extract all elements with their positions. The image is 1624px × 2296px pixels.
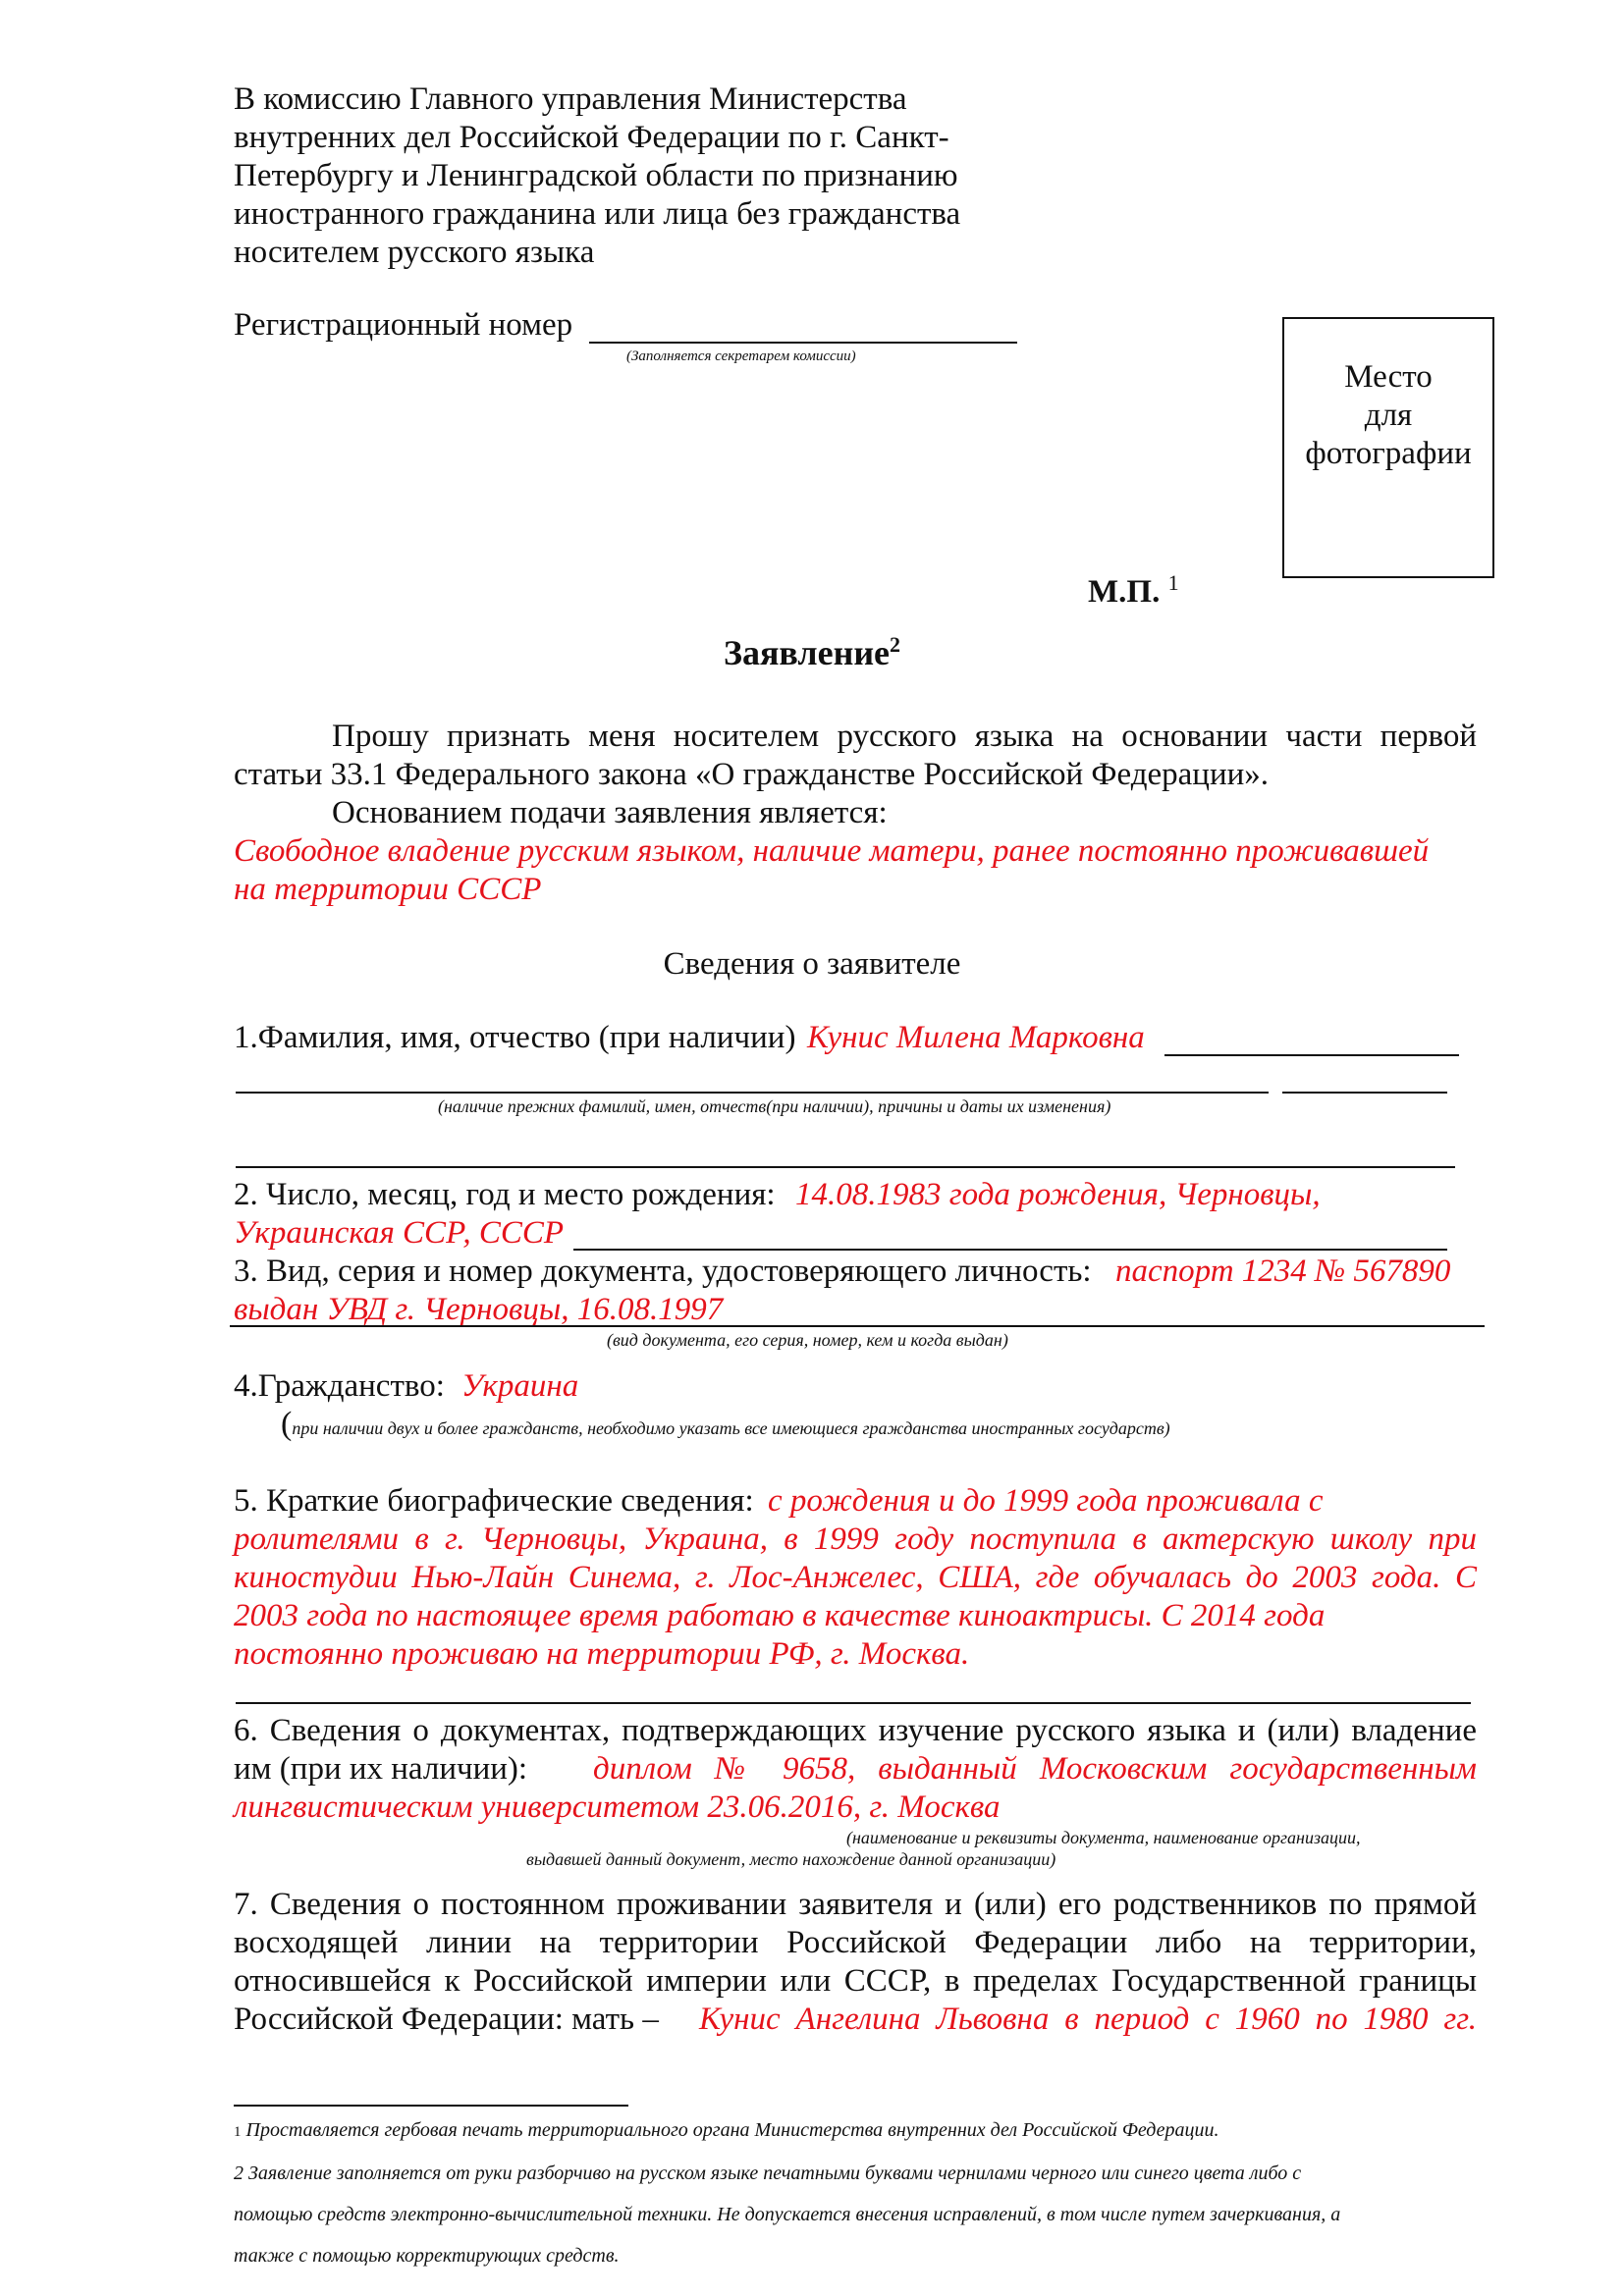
field-5-value[interactable]: постоянно проживаю на территории РФ, г. Москва. (234, 1636, 970, 1672)
field-6-value-cont[interactable]: лингвистическим университетом 23.06.2016, г. Москва (234, 1789, 1001, 1825)
photo-placeholder (1282, 317, 1494, 578)
photo-label-line: Место (1344, 359, 1433, 395)
addressee-line: Петербургу и Ленинградской области по признанию (234, 158, 958, 193)
field-6-note: (наименование и реквизиты документа, наименование организации, (846, 1828, 1361, 1847)
section-title: Сведения о заявителе (663, 946, 961, 982)
page-title (0, 632, 1624, 673)
footnote-separator (234, 2105, 628, 2107)
field-3-note: (вид документа, его серия, номер, кем и когда выдан) (607, 1330, 1008, 1350)
field-7-text: восходящей линии на территории Российской Федерации либо на территории, (234, 1925, 1477, 1960)
field-4-value[interactable]: Украина (461, 1368, 579, 1404)
field-1-previous-names-line-extra[interactable] (1282, 1092, 1447, 1094)
field-3-value-cont[interactable]: выдан УВД г. Черновцы, 16.08.1997 (234, 1292, 724, 1327)
field-4-note-wrap (281, 1406, 1170, 1443)
field-1-value[interactable]: Кунис Милена Марковна (807, 1020, 1145, 1055)
field-5-underline (236, 1702, 1471, 1704)
basis-value: Свободное владение русским языком, наличие матери, ранее постоянно проживавшей (234, 833, 1430, 869)
intro-line: Прошу признать меня носителем русского языка на основании части первой (332, 719, 1477, 754)
field-2-value[interactable]: 14.08.1983 года рождения, Черновцы, (795, 1177, 1321, 1212)
addressee-line: В комиссию Главного управления Министерства (234, 81, 907, 117)
title-footnote-ref: 2 (890, 632, 901, 657)
field-7-value[interactable]: Кунис Ангелина Львовна в период с 1960 по 1980 гг. (699, 2002, 1477, 2037)
footnote-2: 2 Заявление заполняется от руки разборчиво на русском языке печатными буквами чернилами черного или синего цвета либо с (234, 2163, 1302, 2184)
field-2-value-cont[interactable]: Украинская ССР, СССР (234, 1215, 565, 1251)
field-7-text: 7. Сведения о постоянном проживании заявителя и (или) его родственников по прямой (234, 1887, 1477, 1922)
field-4-paren: ( (281, 1406, 293, 1442)
basis-label: Основанием подачи заявления является: (332, 795, 888, 830)
footnote-2-cont: также с помощью корректирующих средств. (234, 2245, 620, 2267)
stamp-footnote-ref: 1 (1167, 570, 1179, 595)
footnote-1-text: Проставляется гербовая печать территориального органа Министерства внутренних дел Российской Федерации. (245, 2119, 1219, 2141)
intro-line: статьи 33.1 Федерального закона «О гражданстве Российской Федерации». (234, 757, 1270, 792)
field-6-value[interactable]: диплом № 9658, выданный Московским государственным (593, 1751, 1477, 1787)
photo-label-line: для (1364, 398, 1413, 433)
field-7-label: Российской Федерации: мать – (234, 2002, 659, 2037)
stamp-label (1088, 563, 1179, 612)
field-3-underline (230, 1325, 1485, 1327)
basis-value: на территории СССР (234, 872, 542, 907)
field-1-note: (наличие прежних фамилий, имен, отчеств(при наличии), причины и даты их изменения) (438, 1096, 1111, 1116)
registration-label: Регистрационный номер (234, 307, 573, 343)
field-5-value[interactable]: киностудии Нью-Лайн Синема, г. Лос-Анжелес, США, где обучалась до 2003 года. С (234, 1560, 1477, 1595)
field-3-label: 3. Вид, серия и номер документа, удостоверяющего личность: (234, 1254, 1092, 1289)
field-5-value[interactable]: с рождения и до 1999 года проживала с (768, 1483, 1324, 1519)
stamp-text: М.П. (1088, 574, 1161, 610)
field-1-label: 1.Фамилия, имя, отчество (при наличии) (234, 1020, 796, 1055)
field-1-blank-line[interactable] (236, 1166, 1455, 1168)
field-4-label: 4.Гражданство: (234, 1368, 445, 1404)
field-6-label-cont: им (при их наличии): (234, 1751, 528, 1787)
field-1-underline (1164, 1054, 1459, 1056)
field-3-value[interactable]: паспорт 1234 № 567890 (1115, 1254, 1451, 1289)
field-2-underline (573, 1249, 1447, 1251)
footnote-1 (234, 2118, 1219, 2145)
registration-number-field[interactable] (589, 342, 1017, 344)
addressee-line: иностранного гражданина или лица без гражданства (234, 196, 961, 232)
footnote-1-mark: 1 (234, 2124, 242, 2140)
field-7-text: относившейся к Российской империи или СССР, в пределах Государственной границы (234, 1963, 1477, 1999)
addressee-line: внутренних дел Российской Федерации по г. Санкт- (234, 120, 949, 155)
field-5-value[interactable]: ролителями в г. Черновцы, Украина, в 1999 году поступила в актерскую школу при (234, 1522, 1477, 1557)
field-6-note: выдавшей данный документ, место нахождение данной организации) (526, 1849, 1056, 1869)
field-5-value[interactable]: 2003 года по настоящее время работаю в качестве киноактрисы. С 2014 года (234, 1598, 1326, 1633)
field-5-label: 5. Краткие биографические сведения: (234, 1483, 754, 1519)
field-1-previous-names-line[interactable] (236, 1092, 1269, 1094)
field-2-label: 2. Число, месяц, год и место рождения: (234, 1177, 776, 1212)
footnote-2-cont: помощью средств электронно-вычислительной техники. Не допускается внесения исправлений, в том числе путем зачеркивания, а (234, 2204, 1341, 2225)
registration-note: (Заполняется секретарем комиссии) (626, 348, 856, 364)
photo-label-line: фотографии (1305, 436, 1472, 471)
field-4-note: при наличии двух и более гражданств, необходимо указать все имеющиеся гражданства иностранных государств) (292, 1418, 1170, 1438)
addressee-line: носителем русского языка (234, 235, 595, 270)
title-text: Заявление (723, 633, 891, 672)
field-6-label: 6. Сведения о документах, подтверждающих изучение русского языка и (или) владение (234, 1713, 1477, 1748)
